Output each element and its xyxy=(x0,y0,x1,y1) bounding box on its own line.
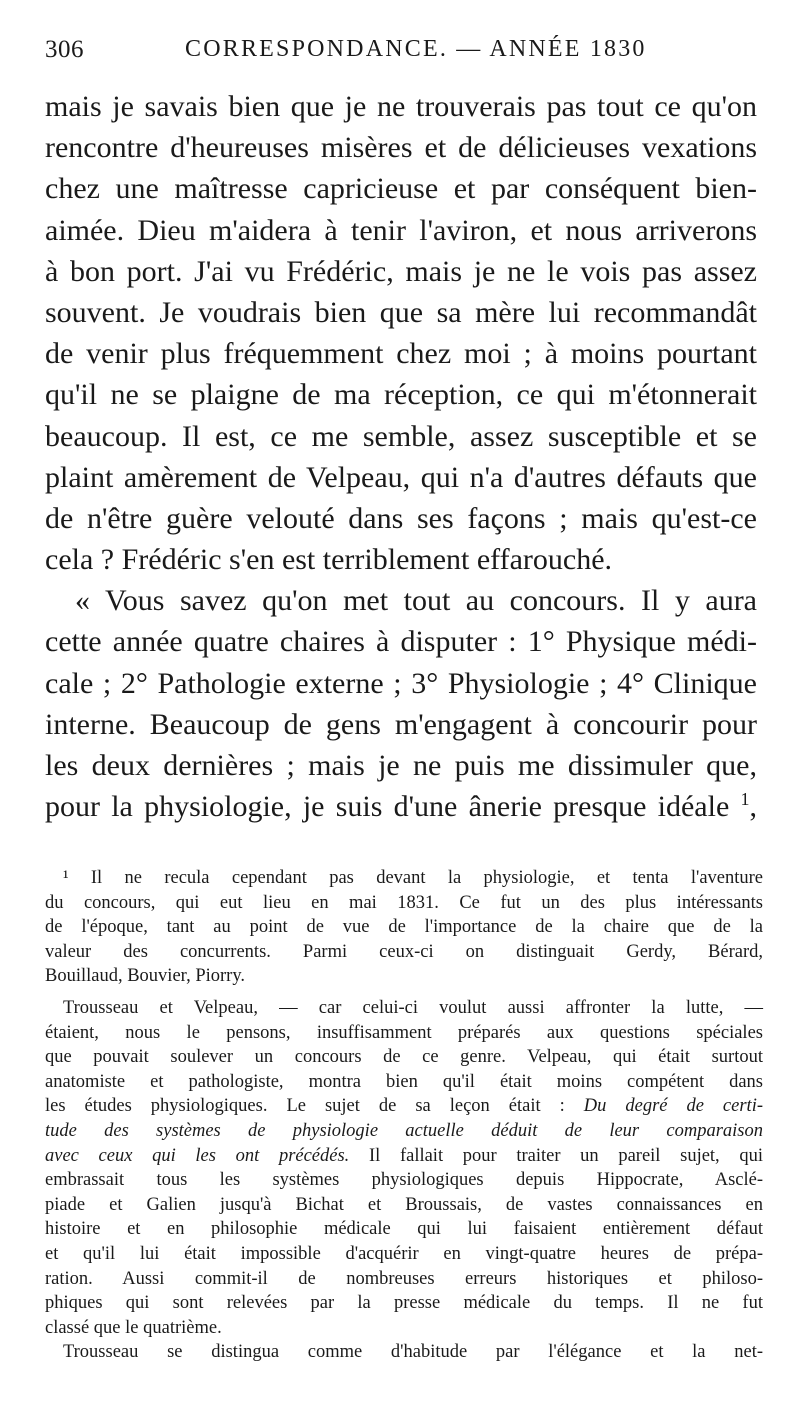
text-line: cale ; 2° Pathologie externe ; 3° Physiologie ; 4° Clinique xyxy=(45,666,757,700)
page-header xyxy=(45,36,755,76)
text-line: de venir plus fréquemment chez moi ; à moins pourtant xyxy=(45,337,757,371)
footnote-line xyxy=(45,1094,763,1119)
text-line: mais je savais bien que je ne trouverais pas tout ce qu'on xyxy=(45,90,757,123)
text-line: « Vous savez qu'on met tout au concours. Il y aura xyxy=(75,584,757,618)
footnote-reference: 1 xyxy=(740,789,750,810)
text-line: pour la physiologie, je suis d'une ânerie presque idéale $^1$, xyxy=(45,789,758,824)
footnote-line: du concours, qui eut lieu en mai 1831. Ce fut un des plus intéressants xyxy=(45,892,763,913)
text-line: de n'être guère velouté dans ses façons ; mais qu'est-ce xyxy=(45,501,757,535)
text-line: à bon port. J'ai vu Frédéric, mais je ne le vois pas assez xyxy=(45,254,757,288)
text-line: plaint amèrement de Velpeau, qui n'a d'autres défauts que xyxy=(45,460,757,494)
footnote-line: Trousseau se distingua comme d'habitude par l'élégance et la net- xyxy=(63,1342,763,1363)
text-line-content: pour la physiologie, je suis d'une ânerie presque idéale xyxy=(45,790,730,824)
footnote-text: les études physiologiques. Le sujet de sa leçon était : xyxy=(45,1096,565,1117)
footnote-line: ¹ Il ne recula cependant pas devant la physiologie, et tenta l'aventure xyxy=(63,868,763,888)
text-line: beaucoup. Il est, ce me semble, assez susceptible et se xyxy=(45,419,757,453)
footnote-line: phiques qui sont relevées par la presse médicale du temps. Il ne fut xyxy=(45,1293,763,1314)
text-line: souvent. Je voudrais bien que sa mère lui recommandât xyxy=(45,295,757,329)
text-line: cela ? Frédéric s'en est terriblement effarouché. xyxy=(45,543,613,577)
footnote-line: Trousseau et Velpeau, — car celui-ci voulut aussi affronter la lutte, — xyxy=(63,997,763,1018)
text-line: rencontre d'heureuses misères et de délicieuses vexations xyxy=(45,131,757,165)
footnote-line: Bouillaud, Bouvier, Piorry. xyxy=(45,966,246,987)
footnote-line xyxy=(45,1144,763,1169)
text-line: interne. Beaucoup de gens m'engagent à concourir pour xyxy=(45,707,757,741)
footnotes xyxy=(45,866,763,1365)
main-text xyxy=(45,86,757,827)
footnote-line: piade et Galien jusqu'à Bichat et Broussais, de vastes connaissances en xyxy=(45,1194,763,1215)
text-line: aimée. Dieu m'aidera à tenir l'aviron, et nous arriverons xyxy=(45,213,757,247)
footnote-line: étaient, nous le pensons, insuffisamment préparés aux questions spéciales xyxy=(45,1022,763,1043)
footnote-line: valeur des concurrents. Parmi ceux-ci on distinguait Gerdy, Bérard, xyxy=(45,941,763,962)
footnote-line: classé que le quatrième. xyxy=(45,1317,222,1338)
footnote-text: Il fallait pour traiter un pareil sujet, qui xyxy=(349,1145,763,1166)
footnote-line: et qu'il lui était impossible d'acquérir en vingt-quatre heures de prépa- xyxy=(45,1243,763,1264)
text-line: les deux dernières ; mais je ne puis me dissimuler que, xyxy=(45,749,757,782)
footnote-line xyxy=(45,1119,763,1144)
text-line: cette année quatre chaires à disputer : 1° Physique médi- xyxy=(45,625,757,659)
lecture-title: Du degré de certi- xyxy=(583,1096,763,1117)
footnote-line: de l'époque, tant au point de vue de l'importance de la chaire que de la xyxy=(45,917,763,938)
page-number: 306 xyxy=(45,36,84,63)
running-title: CORRESPONDANCE. — ANNÉE 1830 xyxy=(185,36,647,62)
text-line: qu'il ne se plaigne de ma réception, ce qui m'étonnerait xyxy=(45,378,757,412)
footnote-line: embrassait tous les systèmes physiologiques depuis Hippocrate, Asclé- xyxy=(45,1170,763,1191)
footnote-line: que pouvait soulever un concours de ce genre. Velpeau, qui était surtout xyxy=(45,1047,763,1068)
footnote-line: anatomiste et pathologiste, montra bien qu'il était moins compétent dans xyxy=(45,1071,763,1092)
footnote-line: histoire et en philosophie médicale qui lui faisaient entièrement défaut xyxy=(45,1219,763,1240)
lecture-title: tude des systèmes de physiologie actuelle déduit de leur comparaison xyxy=(45,1120,763,1141)
text-line: chez une maîtresse capricieuse et par conséquent bien- xyxy=(45,172,757,206)
lecture-title: avec ceux qui les ont précédés. xyxy=(45,1145,350,1166)
footnote-line: ration. Aussi commit-il de nombreuses erreurs historiques et philoso- xyxy=(45,1268,763,1289)
